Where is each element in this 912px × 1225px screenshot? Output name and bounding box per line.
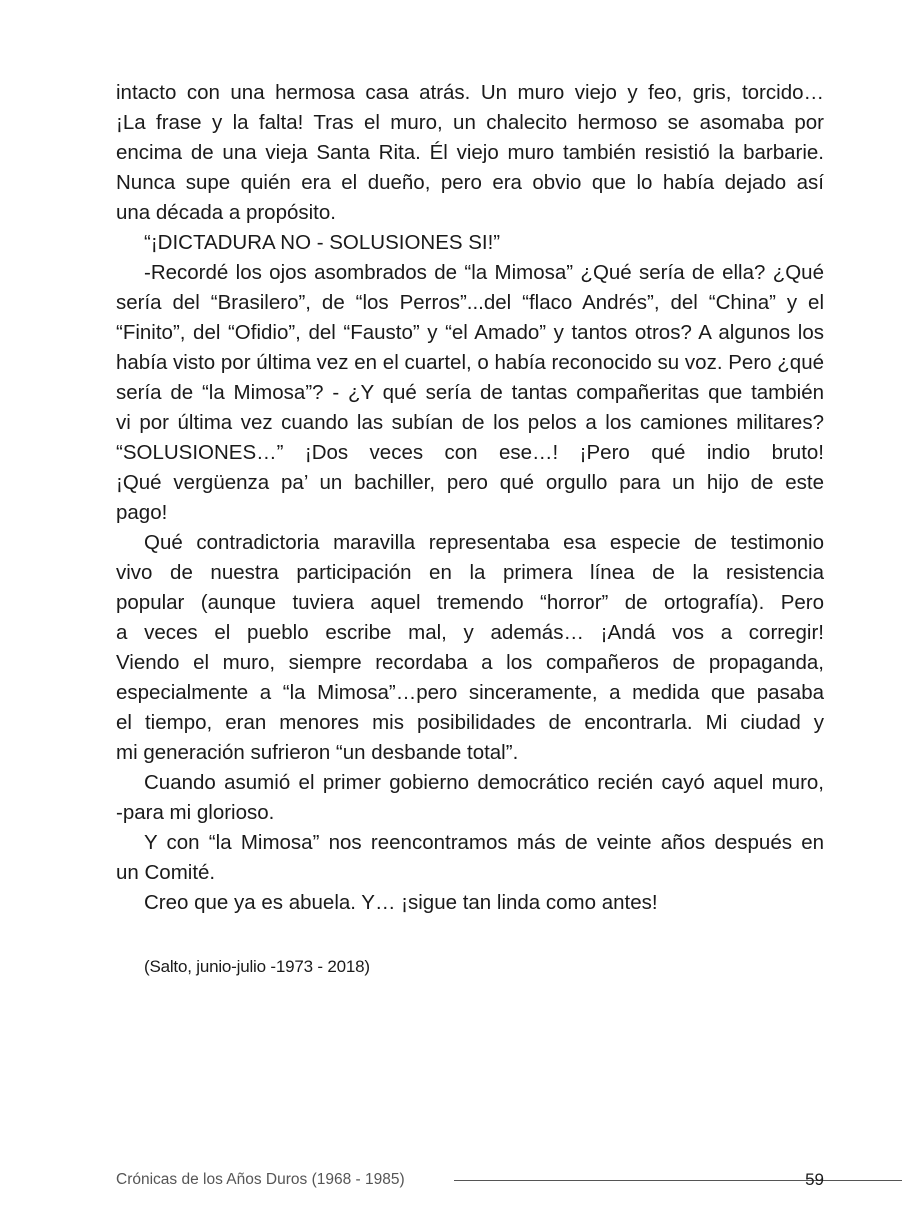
text-line: ¡Qué vergüenza pa’ un bachiller, pero qué orgullo para un hijo de este <box>116 471 824 494</box>
text-line: Nunca supe quién era el dueño, pero era obvio que lo había dejado así <box>116 171 824 194</box>
book-title: Crónicas de los Años Duros (1968 - 1985) <box>116 1171 405 1188</box>
page-number: 59 <box>805 1170 824 1189</box>
text-line: ¡La frase y la falta! Tras el muro, un chalecito hermoso se asomaba por <box>116 111 824 134</box>
text-line: Creo que ya es abuela. Y… ¡sigue tan linda como antes! <box>144 891 658 914</box>
text-line: sería del “Brasilero”, de “los Perros”...del “flaco Andrés”, del “China” y el <box>116 291 824 314</box>
text-line: vivo de nuestra participación en la primera línea de la resistencia <box>116 561 824 584</box>
text-line: Cuando asumió el primer gobierno democrático recién cayó aquel muro, <box>144 771 824 794</box>
text-line: sería de “la Mimosa”? - ¿Y qué sería de tantas compañeritas que también <box>116 381 824 404</box>
text-line: “SOLUSIONES…” ¡Dos veces con ese…! ¡Pero qué indio bruto! <box>116 441 824 464</box>
text-line: especialmente a “la Mimosa”…pero sinceramente, a medida que pasaba <box>116 681 824 704</box>
text-line: había visto por última vez en el cuartel, o había reconocido su voz. Pero ¿qué <box>116 351 824 374</box>
text-line: intacto con una hermosa casa atrás. Un muro viejo y feo, gris, torcido… <box>116 81 824 104</box>
text-line: “Finito”, del “Ofidio”, del “Fausto” y “el Amado” y tantos otros? A algunos los <box>116 321 824 344</box>
footer-rule <box>454 1180 902 1181</box>
text-line: mi generación sufrieron “un desbande total”. <box>116 741 519 764</box>
text-line: a veces el pueblo escribe mal, y además… ¡Andá vos a corregir! <box>116 621 824 644</box>
text-line: encima de una vieja Santa Rita. Él viejo muro también resistió la barbarie. <box>116 141 824 164</box>
text-line: vi por última vez cuando las subían de los pelos a los camiones militares? <box>116 411 824 434</box>
text-line: Y con “la Mimosa” nos reencontramos más de veinte años después en <box>144 831 824 854</box>
page-body <box>116 78 824 918</box>
text-line: Viendo el muro, siempre recordaba a los compañeros de propaganda, <box>116 651 824 674</box>
text-line: el tiempo, eran menores mis posibilidades de encontrarla. Mi ciudad y <box>116 711 824 734</box>
text-line: Qué contradictoria maravilla representaba esa especie de testimonio <box>144 531 824 554</box>
text-line: -Recordé los ojos asombrados de “la Mimosa” ¿Qué sería de ella? ¿Qué <box>144 261 824 284</box>
text-line: “¡DICTADURA NO - SOLUSIONES SI!” <box>144 231 501 254</box>
attribution: (Salto, junio-julio -1973 - 2018) <box>144 957 370 976</box>
text-line: un Comité. <box>116 861 216 884</box>
text-line: una década a propósito. <box>116 201 336 224</box>
text-line: -para mi glorioso. <box>116 801 275 824</box>
text-line: popular (aunque tuviera aquel tremendo “horror” de ortografía). Pero <box>116 591 824 614</box>
page-footer <box>116 1168 824 1192</box>
text-line: pago! <box>116 501 168 524</box>
